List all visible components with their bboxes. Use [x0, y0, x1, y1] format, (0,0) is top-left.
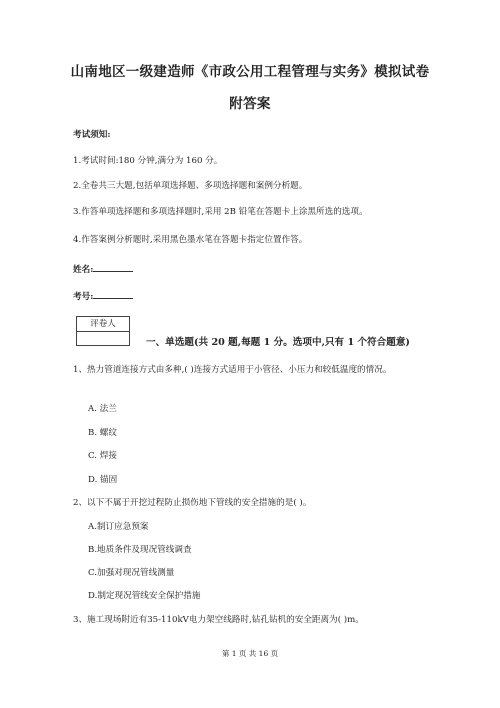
exam-subtitle: 附答案 — [229, 96, 271, 112]
question-option: D.制定现况管线安全保护措施 — [88, 591, 201, 601]
question-option: A. 法兰 — [88, 404, 117, 414]
reviewer-box — [76, 316, 130, 346]
question-stem: 1、热力管道连接方式由多种,( )连接方式适用于小管径、小压力和较低温度的情况。 — [73, 365, 392, 375]
name-field — [73, 263, 133, 275]
page-footer: 第 1 页 共 16 页 — [221, 649, 279, 658]
notice-item: 2.全卷共三大题,包括单项选择题、多项选择题和案例分析题。 — [73, 181, 308, 191]
question-option: C. 焊接 — [88, 451, 117, 461]
question-stem: 3、施工现场附近有35-110kV电力架空线路时,钻孔钻机的安全距离为( )m。 — [73, 615, 364, 625]
name-label: 姓名: — [73, 265, 94, 275]
exam-number-blank — [93, 290, 133, 299]
question-stem: 2、以下不属于开挖过程防止损伤地下管线的安全措施的是( )。 — [73, 498, 312, 508]
exam-number-field — [73, 290, 133, 302]
exam-number-label: 考号: — [73, 292, 94, 302]
reviewer-label: 评卷人 — [77, 317, 129, 332]
question-option: B. 螺纹 — [88, 428, 117, 438]
exam-title: 山南地区一级建造师《市政公用工程管理与实务》模拟试卷 — [70, 64, 430, 80]
question-option: D. 锚固 — [88, 475, 118, 485]
name-blank — [93, 263, 133, 272]
question-option: C.加强对现况管线测量 — [88, 568, 175, 578]
notice-item: 1.考试时间:180 分钟,满分为 160 分。 — [73, 156, 223, 166]
question-option: B.地质条件及现况管线调查 — [88, 545, 192, 555]
question-option: A.制订应急预案 — [88, 522, 149, 532]
section-title: 一、单选题(共 20 题,每题 1 分。选项中,只有 1 个符合题意) — [146, 337, 410, 348]
notice-heading: 考试须知: — [73, 130, 111, 140]
notice-item: 4.作答案例分析题时,采用黑色墨水笔在答题卡指定位置作答。 — [73, 235, 308, 245]
notice-item: 3.作答单项选择题和多项选择题时,采用 2B 铅笔在答题卡上涂黑所选的选项。 — [73, 207, 368, 217]
